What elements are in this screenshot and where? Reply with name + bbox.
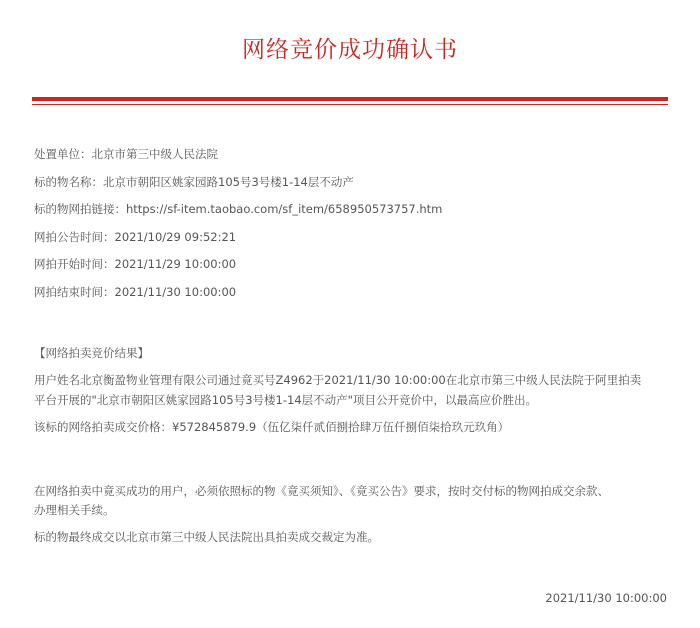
title-divider-thick: [32, 97, 668, 101]
result-line-2: 平台开展的"北京市朝阳区姚家园路105号3号楼1-14层不动产"项目公开竞价中，以最高应价胜出。: [34, 393, 537, 407]
title-divider-thin: [32, 104, 668, 105]
page-title: 网络竞价成功确认书: [242, 37, 458, 63]
start-time: 网拍开始时间：2021/11/29 10:00:00: [34, 257, 237, 271]
announce-time: 网拍公告时间：2021/10/29 09:52:21: [34, 230, 237, 244]
transaction-price: 该标的网络拍卖成交价格：¥572845879.9（伍亿柒仟贰佰捌拾肆万伍仟捌佰柒拾玖元玖角）: [34, 420, 510, 434]
notice-line-2: 办理相关手续。: [34, 503, 115, 517]
notice-line-1: 在网络拍卖中竟买成功的用户，必须依照标的物《竟买须知》、《竟买公告》要求，按时交付标的物网拍成交余款、: [34, 484, 609, 498]
result-line-1: 用户姓名北京衡盈物业管理有限公司通过竟买号Z4962于2021/11/30 10:00:00在北京市第三中级人民法院于阿里拍卖: [34, 373, 642, 387]
end-time: 网拍结束时间：2021/11/30 10:00:00: [34, 285, 237, 299]
disposal-unit: 处置单位：北京市第三中级人民法院: [34, 147, 218, 161]
item-link: 标的物网拍链接：https://sf-item.taobao.com/sf_item/658950573757.htm: [34, 202, 443, 216]
final-statement: 标的物最终成交以北京市第三中级人民法院出具拍卖成交裁定为准。: [34, 530, 379, 544]
result-header: 【网络拍卖竞价结果】: [34, 346, 149, 360]
document-date: 2021/11/30 10:00:00: [545, 591, 667, 605]
item-name: 标的物名称：北京市朝阳区姚家园路105号3号楼1-14层不动产: [34, 175, 354, 189]
